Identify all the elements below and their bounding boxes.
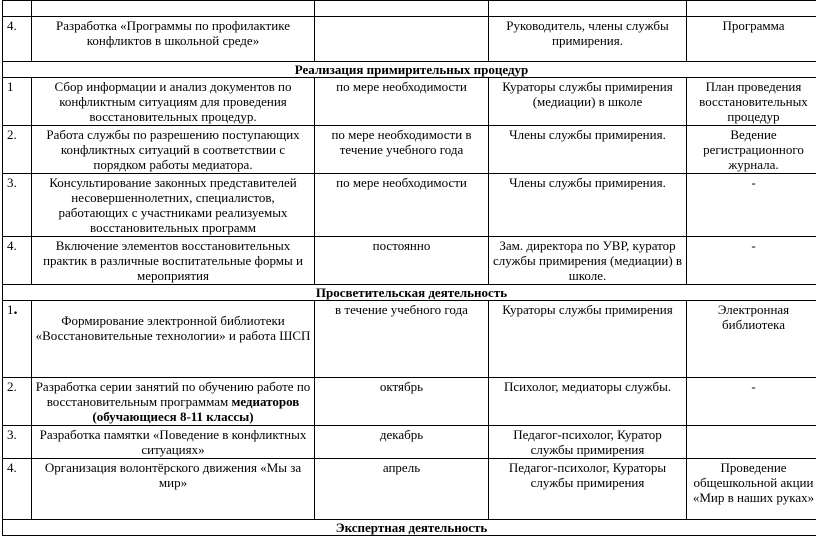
row-number: 4.	[3, 459, 32, 520]
responsible-cell: Педагог-психолог, Кураторы службы примирения	[489, 459, 687, 520]
table-row	[3, 301, 816, 378]
event-cell: Разработка «Программы по профилактике конфликтов в школьной среде»	[32, 17, 315, 62]
responsible-cell: Зам. директора по УВР, куратор службы примирения (медиации) в школе.	[489, 237, 687, 285]
row-number: 4.	[3, 237, 32, 285]
event-cell: Организация волонтёрского движения «Мы за мир»	[32, 459, 315, 520]
result-cell: Электронная библиотека	[687, 301, 816, 378]
row-number: 2.	[3, 126, 32, 174]
date-cell: постоянно	[315, 237, 489, 285]
plan-table	[2, 0, 816, 536]
result-cell: Ведение регистрационного журнала.	[687, 126, 816, 174]
section-title: Реализация примирительных процедур	[3, 62, 816, 78]
cell-empty	[489, 1, 687, 17]
row-number: 3.	[3, 426, 32, 459]
result-cell: -	[687, 174, 816, 237]
event-cell: Разработка памятки «Поведение в конфликтных ситуациях»	[32, 426, 315, 459]
event-text: Разработка серии занятий по обучению работе по восстановительным программам	[36, 379, 311, 409]
event-cell: Консультирование законных представителей несовершеннолетних, специалистов, работающих с участниками реализуемых восстановительных программ	[32, 174, 315, 237]
responsible-cell: Педагог-психолог, Куратор службы примирения	[489, 426, 687, 459]
table-row	[3, 17, 816, 62]
cell-empty	[32, 1, 315, 17]
table-row	[3, 126, 816, 174]
result-cell: Проведение общешкольной акции «Мир в наших руках»	[687, 459, 816, 520]
row-number-dot: .	[14, 301, 18, 318]
cell-empty	[687, 1, 816, 17]
result-cell: -	[687, 378, 816, 426]
row-number: 2.	[3, 378, 32, 426]
result-cell	[687, 426, 816, 459]
date-cell: в течение учебного года	[315, 301, 489, 378]
event-cell	[32, 378, 315, 426]
event-cell: Сбор информации и анализ документов по конфликтным ситуациям для проведения восстановительных процедур.	[32, 78, 315, 126]
responsible-cell: Руководитель, члены службы примирения.	[489, 17, 687, 62]
responsible-cell: Кураторы службы примирения	[489, 301, 687, 378]
responsible-cell: Кураторы службы примирения (медиации) в школе	[489, 78, 687, 126]
date-cell: по мере необходимости	[315, 78, 489, 126]
row-number-digit: 1	[7, 302, 14, 317]
date-cell: апрель	[315, 459, 489, 520]
row-number	[3, 301, 32, 378]
date-cell: по мере необходимости в течение учебного года	[315, 126, 489, 174]
section-title: Экспертная деятельность	[3, 520, 816, 536]
event-cell: Формирование электронной библиотеки «Восстановительные технологии» и работа ШСП	[32, 301, 315, 378]
result-cell: -	[687, 237, 816, 285]
table-row	[3, 1, 816, 17]
date-cell: октябрь	[315, 378, 489, 426]
table-row	[3, 426, 816, 459]
responsible-cell: Психолог, медиаторы службы.	[489, 378, 687, 426]
table-row	[3, 378, 816, 426]
date-cell: по мере необходимости	[315, 174, 489, 237]
result-cell: Программа	[687, 17, 816, 62]
row-number: 3.	[3, 174, 32, 237]
cell-empty	[315, 1, 489, 17]
row-number: 1	[3, 78, 32, 126]
responsible-cell: Члены службы примирения.	[489, 126, 687, 174]
table-row	[3, 174, 816, 237]
result-cell: План проведения восстановительных процедур	[687, 78, 816, 126]
cell-empty	[3, 1, 32, 17]
section-title: Просветительская деятельность	[3, 285, 816, 301]
section-row	[3, 285, 816, 301]
section-row	[3, 520, 816, 536]
date-cell	[315, 17, 489, 62]
section-row	[3, 62, 816, 78]
event-cell: Включение элементов восстановительных практик в различные воспитательные формы и мероприятия	[32, 237, 315, 285]
date-cell: декабрь	[315, 426, 489, 459]
row-number: 4.	[3, 17, 32, 62]
table-row	[3, 237, 816, 285]
event-cell: Работа службы по разрешению поступающих конфликтных ситуаций в соответствии с порядком работы медиатора.	[32, 126, 315, 174]
table-row	[3, 459, 816, 520]
event-text-bold: медиаторов (обучающиеся 8-11 классы)	[92, 394, 299, 424]
table-row	[3, 78, 816, 126]
responsible-cell: Члены службы примирения.	[489, 174, 687, 237]
